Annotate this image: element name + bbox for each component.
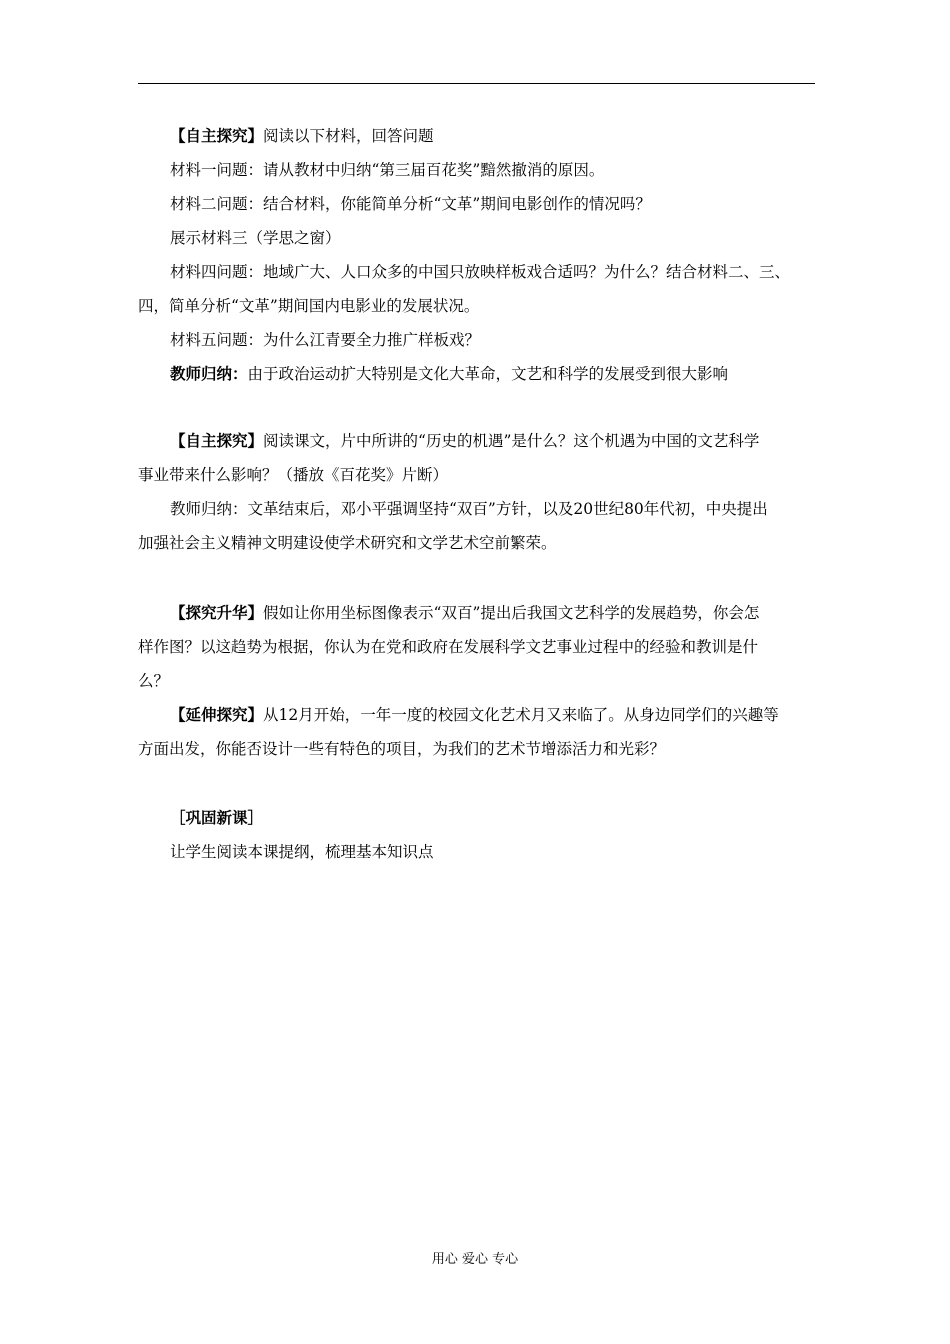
section4-line2: 方面出发，你能否设计一些有特色的项目，为我们的艺术节增添活力和光彩？ — [138, 740, 666, 758]
section3-line2: 样作图？以这趋势为根据，你认为在党和政府在发展科学文艺事业过程中的经验和教训是什 — [138, 638, 759, 656]
header-rule — [138, 83, 815, 84]
section2-line1 — [170, 431, 815, 451]
teacher-summary-2-line1: 教师归纳：文革结束后，邓小平强调坚持“双百”方针，以及20世纪80年代初，中央提出 — [170, 500, 768, 518]
teacher-summary-label: 教师归纳： — [170, 364, 248, 383]
section4-line1-text: 从12月开始，一年一度的校园文化艺术月又来临了。从身边同学们的兴趣等 — [263, 706, 779, 724]
section3-label: 【探究升华】 — [170, 603, 264, 622]
section3-line3: 么？ — [138, 672, 170, 690]
section1-title-text: 阅读以下材料，回答问题 — [263, 127, 434, 145]
consolidate-heading: ［巩固新课］ — [170, 808, 264, 827]
material4-question-line1: 材料四问题：地域广大、人口众多的中国只放映样板戏合适吗？为什么？结合材料二、三、 — [170, 263, 791, 281]
section2-line2: 事业带来什么影响？（播放《百花奖》片断） — [138, 466, 449, 484]
teacher-summary-2-line2: 加强社会主义精神文明建设使学术研究和文学艺术空前繁荣。 — [138, 534, 557, 552]
section2-line1-text: 阅读课文，片中所讲的“历史的机遇”是什么？这个机遇为中国的文艺科学 — [263, 432, 760, 450]
section1-label: 【自主探究】 — [170, 126, 264, 145]
section1-title — [170, 126, 815, 146]
teacher-summary-1 — [170, 364, 815, 384]
section4-label: 【延伸探究】 — [170, 705, 264, 724]
material2-question: 材料二问题：结合材料，你能简单分析“文革”期间电影创作的情况吗？ — [170, 195, 651, 213]
section3-line1-text: 假如让你用坐标图像表示“双百”提出后我国文艺科学的发展趋势，你会怎 — [263, 604, 760, 622]
material4-question-line2: 四，简单分析“文革”期间国内电影业的发展状况。 — [138, 297, 480, 315]
material3-show: 展示材料三（学思之窗） — [170, 229, 341, 247]
material1-question: 材料一问题：请从教材中归纳“第三届百花奖”黯然撤消的原因。 — [170, 161, 605, 179]
section2-label: 【自主探究】 — [170, 431, 264, 450]
consolidate-text: 让学生阅读本课提纲，梳理基本知识点 — [170, 843, 434, 861]
material5-question: 材料五问题：为什么江青要全力推广样板戏？ — [170, 331, 481, 349]
teacher-summary-text: 由于政治运动扩大特别是文化大革命，文艺和科学的发展受到很大影响 — [247, 365, 729, 383]
section4-line1 — [170, 705, 815, 725]
section3-line1 — [170, 603, 815, 623]
page-footer: 用心 爱心 专心 — [431, 1252, 519, 1267]
